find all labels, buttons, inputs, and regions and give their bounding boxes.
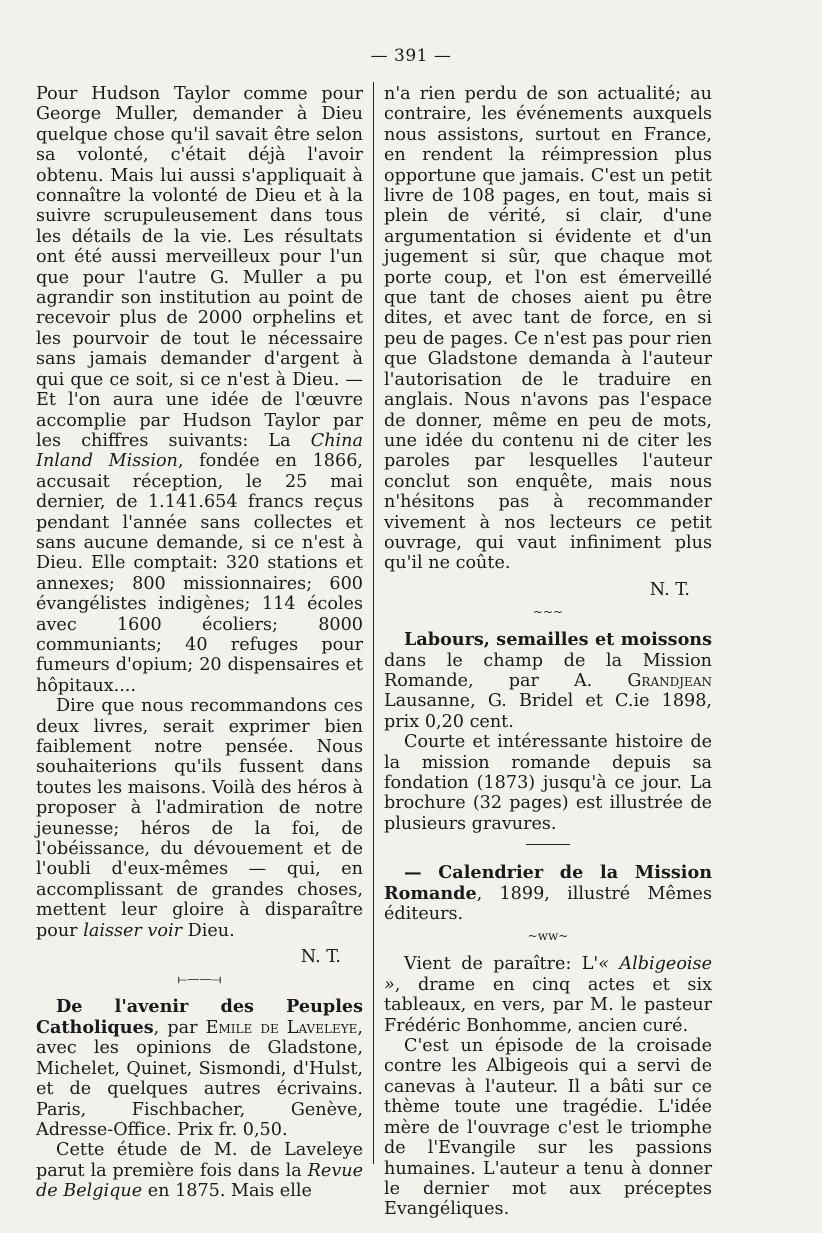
horizontal-rule <box>526 844 570 845</box>
signature-nt-right: N. T. <box>649 579 690 600</box>
book-entry-laveleye: De l'avenir des Peuples Catholiques, par Emile de Laveleye, avec les opinions de Gladstone, Michelet, Quinet, Sismondi, d'Hulst, et de quelques autres écrivains. Paris, Fischbacher, Genève, Adresse-Office. Prix fr. 0,50. <box>36 996 363 1140</box>
paragraph-laveleye-study: Cette étude de M. de Laveleye parut la première fois dans la Revue de Belgique en 1875. Mais elle <box>36 1140 364 1202</box>
ornament-wave: ~ww~ <box>527 929 569 944</box>
paragraph-hudson-taylor: Pour Hudson Taylor comme pour George Muller, demander à Dieu quelque chose qu'il savait être selon sa volonté, c'était déjà l'avoir obtenu. Mais lui aussi s'appliquait à connaître la volonté de Dieu et à la suivre scrupuleusement dans tous les détails de la vie. Les résultats ont été aussi merveilleux pour l'un que pour l'autre G. Muller a pu agrandir son institution au point de recevoir plus de 2000 orphelins et les pourvoir de tout le nécessaire sans jamais demander d'argent à qui que ce soit, si ce n'est à Dieu. — Et l'on aura une idée de l'œuvre accomplie par Hudson Taylor par les chiffres suivants: La China Inland Mission, fondée en 1866, accusait réception, le 25 mai dernier, de 1.141.654 francs reçus pendant l'année sans collectes et sans aucune demande, si ce n'est à Dieu. Elle comptait: 320 stations et annexes; 800 missionnaires; 600 évangélistes indigènes; 114 écoles avec 1600 écoliers; 8000 communiants; 40 refuges pour fumeurs d'opium; 20 dispensaires et hôpitaux.... <box>36 84 363 696</box>
italic-albigeoise: « Albigeoise » <box>384 954 712 995</box>
left-column <box>36 84 363 1202</box>
author-laveleye: Emile de Laveleye <box>205 1017 358 1038</box>
book-entry-calendrier: — Calendrier de la Mission Romande, 1899, illustré Mêmes éditeurs. <box>384 862 712 925</box>
italic-mission-name: China Inland Mission <box>36 430 363 472</box>
right-column <box>384 84 712 1220</box>
paragraph-laveleye-continued: n'a rien perdu de son actualité; au contraire, les événements auxquels nous assistons, surtout en France, en rendent la réimpression plus opportune que jamais. C'est un petit livre de 108 pages, en tout, mais si plein de vérité, si clair, d'une argumentation si évidente et d'un jugement si sûr, que chaque mot porte coup, et l'on est émerveillé que tant de choses aient pu être dites, et avec tant de force, en si peu de pages. Ce n'est pas pour rien que Gladstone demanda à l'auteur l'autorisation de le traduire en anglais. Nous n'avons pas l'espace de donner, même en peu de mots, une idée du contenu ni de citer les paroles par lesquelles l'auteur conclut son enquête, mais nous n'hésitons pas à recommander vivement à nos lecteurs ce petit ouvrage, qui vaut infiniment plus qu'il ne coûte. <box>384 84 712 574</box>
book-title-laveleye: De l'avenir des Peuples Catholiques <box>36 996 363 1038</box>
book-title-calendrier: — Calendrier de la Mission Romande <box>384 862 712 904</box>
signature-nt-left: N. T. <box>300 947 341 968</box>
paragraph-mission-history: Courte et intéressante histoire de la mission romande depuis sa fondation (1873) jusqu'à ce jour. La brochure (32 pages) est illustrée de plusieurs gravures. <box>384 732 712 834</box>
ornament-separator-left: ⟝——⟞ <box>177 972 222 987</box>
book-title-labours: Labours, semailles et moissons <box>404 629 712 651</box>
paragraph-croisade: C'est un épisode de la croisade contre les Albigeois qui a servi de canevas à l'auteur. Il a bâti sur ce thème toute une tragédie. L'idée mère de l'ouvrage c'est le triomphe de l'Evangile sur les passions humaines. L'auteur a tenu à donner le dernier mot aux préceptes Evangéliques. <box>384 1036 712 1220</box>
italic-revue: Revue de Belgique <box>36 1160 364 1202</box>
paragraph-recommendation: Dire que nous recommandons ces deux livres, serait exprimer bien faiblement notre pensée. Nous souhaiterions qu'ils fussent dans toutes les maisons. Voilà des héros à proposer à l'admiration de notre jeunesse; héros de la foi, de l'obéissance, du dévouement et de l'oubli d'eux-mêmes — qui, en accomplissant de grandes choses, mettent leur gloire à disparaître pour laisser voir Dieu. <box>36 696 363 941</box>
column-divider <box>373 82 374 1164</box>
page-number: — 391 — <box>370 46 452 66</box>
italic-laisser-voir: laisser voir <box>83 920 182 941</box>
author-grandjean: Grandjean <box>627 670 712 691</box>
paragraph-albigeoise: Vient de paraître: L'« Albigeoise », drame en cinq actes et six tableaux, en vers, par M. le pasteur Frédéric Bonhomme, ancien curé. <box>384 954 712 1036</box>
ornament-separator-right: ~~~ <box>532 605 564 620</box>
book-entry-labours: Labours, semailles et moissons dans le champ de la Mission Romande, par A. Grandjean Lausanne, G. Bridel et C.ie 1898, prix 0,20 cent. <box>384 629 712 732</box>
